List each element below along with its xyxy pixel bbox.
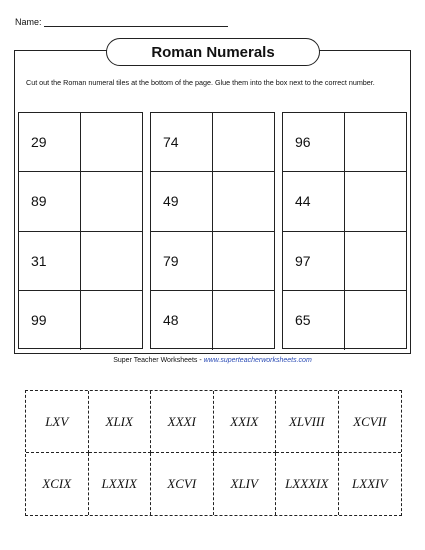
roman-tile[interactable]: LXXIV	[352, 476, 388, 491]
roman-tile[interactable]: XCVI	[151, 453, 214, 515]
name-row	[15, 17, 228, 27]
name-line[interactable]	[44, 17, 228, 27]
answer-box[interactable]	[81, 172, 142, 230]
roman-tile[interactable]: XLIX	[89, 391, 152, 453]
answer-box[interactable]	[345, 172, 406, 230]
footer-site-link[interactable]: www.superteacherworksheets.com	[203, 357, 312, 364]
number-grid-3	[282, 112, 407, 349]
answer-box[interactable]	[213, 172, 274, 230]
grid-row	[283, 232, 406, 291]
grid-row	[151, 113, 274, 172]
number-cell: 79	[151, 232, 213, 290]
roman-tile[interactable]: LXV	[26, 391, 89, 453]
number-cell: 74	[151, 113, 213, 171]
name-label: Name:	[15, 17, 42, 27]
answer-box[interactable]	[213, 113, 274, 171]
answer-box[interactable]	[81, 291, 142, 350]
answer-box[interactable]	[213, 291, 274, 350]
answer-box[interactable]	[345, 113, 406, 171]
grid-row	[19, 172, 142, 231]
roman-tile[interactable]: XLVIII	[276, 391, 339, 453]
grid-row	[151, 291, 274, 350]
instructions: Cut out the Roman numeral tiles at the bottom of the page. Glue them into the box next to the correct number.	[26, 78, 375, 87]
answer-box[interactable]	[81, 113, 142, 171]
number-cell: 48	[151, 291, 213, 350]
number-cell: 65	[283, 291, 345, 350]
grid-row	[151, 232, 274, 291]
grid-row	[283, 113, 406, 172]
number-cell: 96	[283, 113, 345, 171]
grid-row	[19, 113, 142, 172]
roman-tile[interactable]: LXXXIX	[276, 453, 339, 515]
number-cell: 99	[19, 291, 81, 350]
number-cell: 89	[19, 172, 81, 230]
roman-tile[interactable]: XCVII	[339, 391, 402, 453]
answer-box[interactable]	[345, 291, 406, 350]
roman-tile[interactable]: XCIX	[26, 453, 89, 515]
grid-row	[19, 232, 142, 291]
grid-row	[283, 291, 406, 350]
roman-tile[interactable]: LXXIX	[89, 453, 152, 515]
footer-brand: Super Teacher Worksheets -	[113, 357, 204, 364]
footer-credit	[0, 357, 425, 364]
answer-box[interactable]	[213, 232, 274, 290]
number-cell: 29	[19, 113, 81, 171]
answer-box[interactable]	[81, 232, 142, 290]
grid-row	[19, 291, 142, 350]
roman-tile[interactable]: XXIX	[214, 391, 277, 453]
grid-row	[283, 172, 406, 231]
roman-tile[interactable]: XXXI	[151, 391, 214, 453]
number-cell: 49	[151, 172, 213, 230]
cutout-tiles	[25, 390, 402, 516]
number-cell: 31	[19, 232, 81, 290]
number-grid-1	[18, 112, 143, 349]
worksheet-title: Roman Numerals	[106, 38, 320, 66]
number-cell: 97	[283, 232, 345, 290]
number-cell: 44	[283, 172, 345, 230]
roman-tile[interactable]: XLIV	[214, 453, 277, 515]
number-grid-2	[150, 112, 275, 349]
answer-box[interactable]	[345, 232, 406, 290]
grid-row	[151, 172, 274, 231]
